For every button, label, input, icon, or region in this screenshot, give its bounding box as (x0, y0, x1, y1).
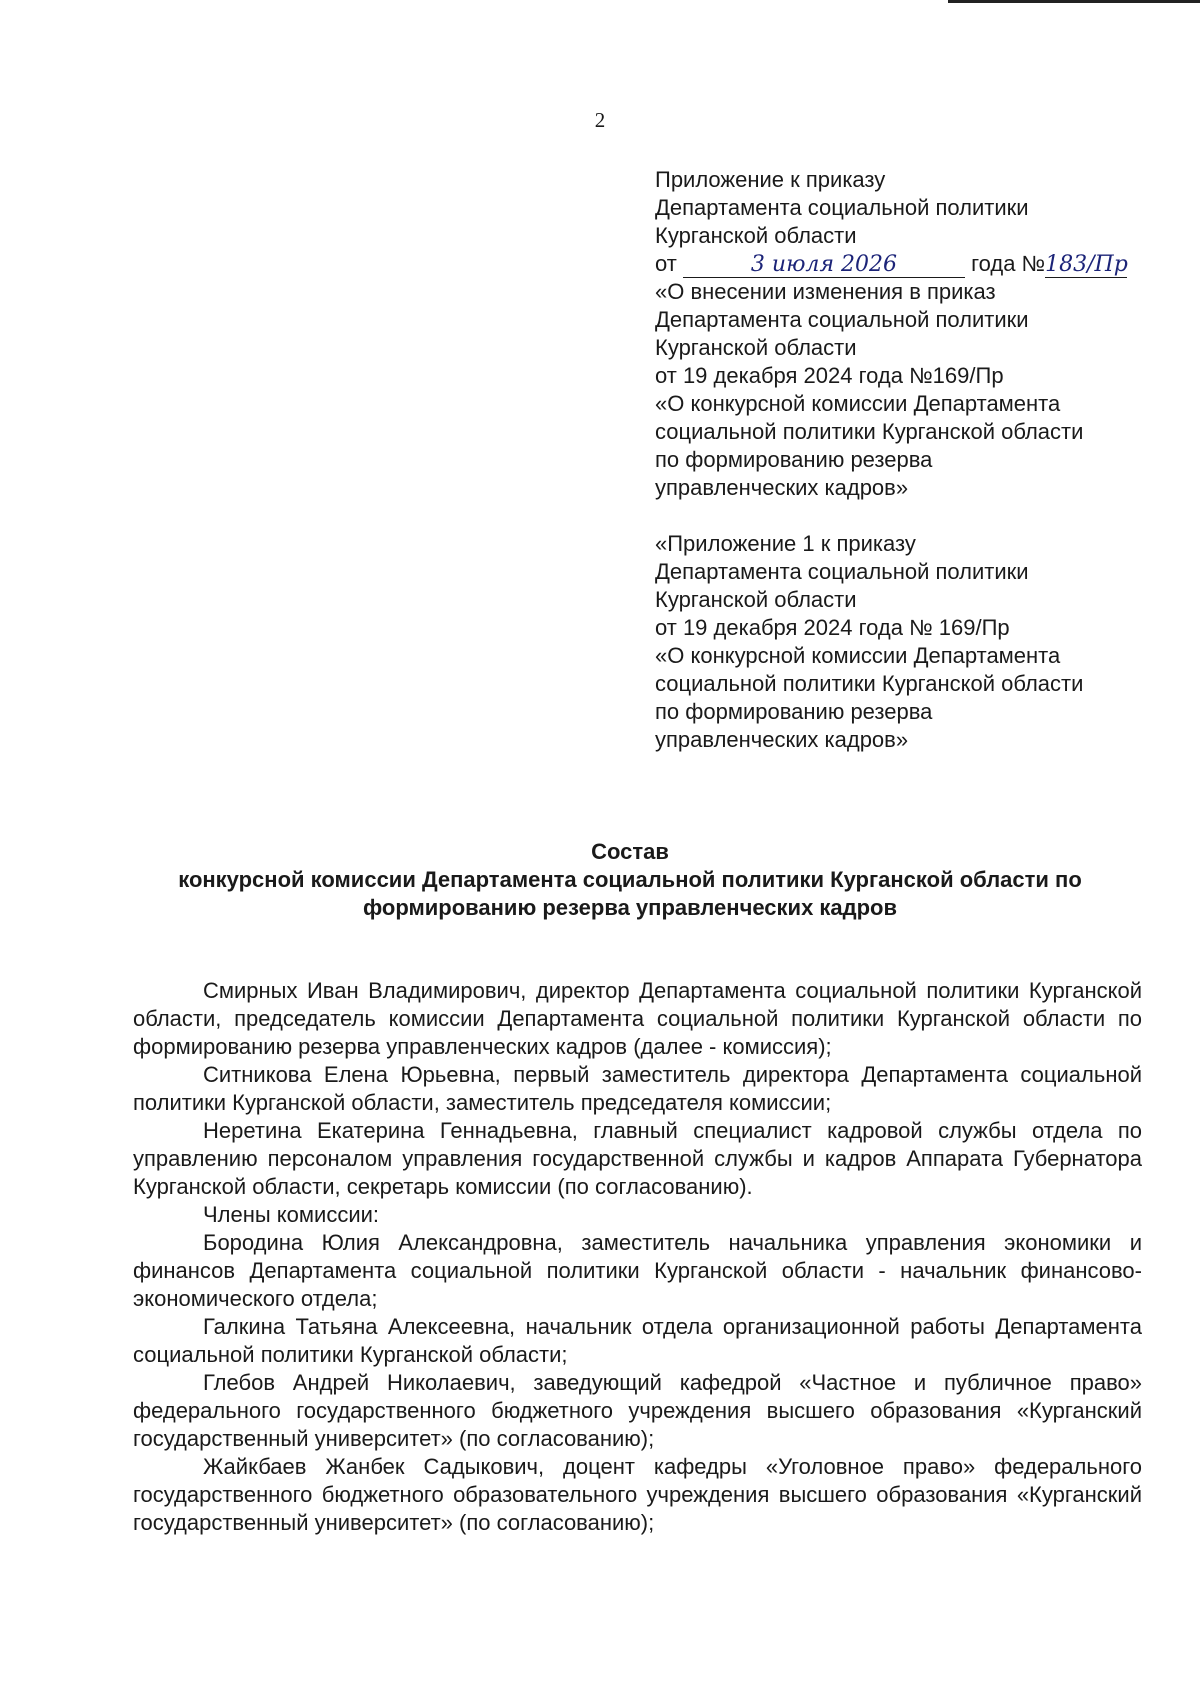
heading-title: Состав (591, 839, 669, 864)
appendix2-line: Курганской области (655, 587, 857, 612)
appendix2-line: Департамента социальной политики (655, 559, 1029, 584)
appendix-line: «О конкурсной комиссии Департамента (655, 391, 1061, 416)
document-heading (120, 838, 1140, 922)
appendix2-line: управленческих кадров» (655, 727, 909, 752)
appendix2-line: социальной политики Курганской области (655, 671, 1084, 696)
year-label: года № (971, 251, 1046, 276)
member-paragraph: Ситникова Елена Юрьевна, первый заместитель директора Департамента социальной политики Курганской области, заместитель председателя комиссии; (133, 1062, 1142, 1115)
member-paragraph: Галкина Татьяна Алексеевна, начальник отдела организационной работы Департамента социальной политики Курганской области; (133, 1314, 1142, 1367)
handwritten-date: 3 июля 2026 (683, 253, 965, 278)
member-paragraph: Неретина Екатерина Геннадьевна, главный специалист кадровой службы отдела по управлению персоналом управления государственной службы и кадров Аппарата Губернатора Курганской области, секретарь комиссии (по согласованию). (133, 1118, 1142, 1199)
appendix2-line: «О конкурсной комиссии Департамента (655, 643, 1061, 668)
member-paragraph: Смирных Иван Владимирович, директор Департамента социальной политики Курганской области, председатель комиссии Департамента социальной политики Курганской области по формированию резерва управленческих кадров (далее - комиссия); (133, 978, 1142, 1059)
member-paragraph: Бородина Юлия Александровна, заместитель начальника управления экономики и финансов Департамента социальной политики Курганской области - начальник финансово-экономического отдела; (133, 1230, 1142, 1311)
appendix2-line: «Приложение 1 к приказу (655, 531, 916, 556)
appendix2-line: по формированию резерва (655, 699, 933, 724)
member-paragraph: Жайкбаев Жанбек Садыкович, доцент кафедры «Уголовное право» федерального государственного бюджетного образовательного учреждения высшего образования «Курганский государственный университет» (по согласованию); (133, 1454, 1142, 1535)
appendix-block-2 (655, 530, 1083, 754)
appendix-line: Курганской области (655, 335, 857, 360)
appendix-line: Департамента социальной политики (655, 195, 1029, 220)
appendix-line: по формированию резерва (655, 447, 933, 472)
members-label: Члены комиссии: (203, 1202, 380, 1227)
order-date-line (655, 250, 1127, 278)
appendix-block (655, 166, 1127, 502)
top-edge-rule (948, 0, 1200, 3)
appendix-line: Департамента социальной политики (655, 307, 1029, 332)
appendix-line: Курганской области (655, 223, 857, 248)
handwritten-order-number: 183/Пр (1045, 252, 1128, 277)
appendix-line: управленческих кадров» (655, 475, 909, 500)
appendix-line: «О внесении изменения в приказ (655, 279, 996, 304)
date-prefix: от (655, 251, 677, 276)
appendix2-line: от 19 декабря 2024 года № 169/Пр (655, 615, 1010, 640)
member-paragraph: Глебов Андрей Николаевич, заведующий кафедрой «Частное и публичное право» федерального государственного бюджетного учреждения высшего образования «Курганский государственный университет» (по согласованию); (133, 1370, 1142, 1451)
commission-members-list (133, 977, 1142, 1537)
heading-subtitle-line: формированию резерва управленческих кадров (362, 895, 898, 920)
appendix-line: Приложение к приказу (655, 167, 886, 192)
heading-subtitle-line: конкурсной комиссии Департамента социальной политики Курганской области по (178, 867, 1082, 892)
page-number: 2 (594, 108, 606, 132)
appendix-line: от 19 декабря 2024 года №169/Пр (655, 363, 1004, 388)
appendix-line: социальной политики Курганской области (655, 419, 1084, 444)
